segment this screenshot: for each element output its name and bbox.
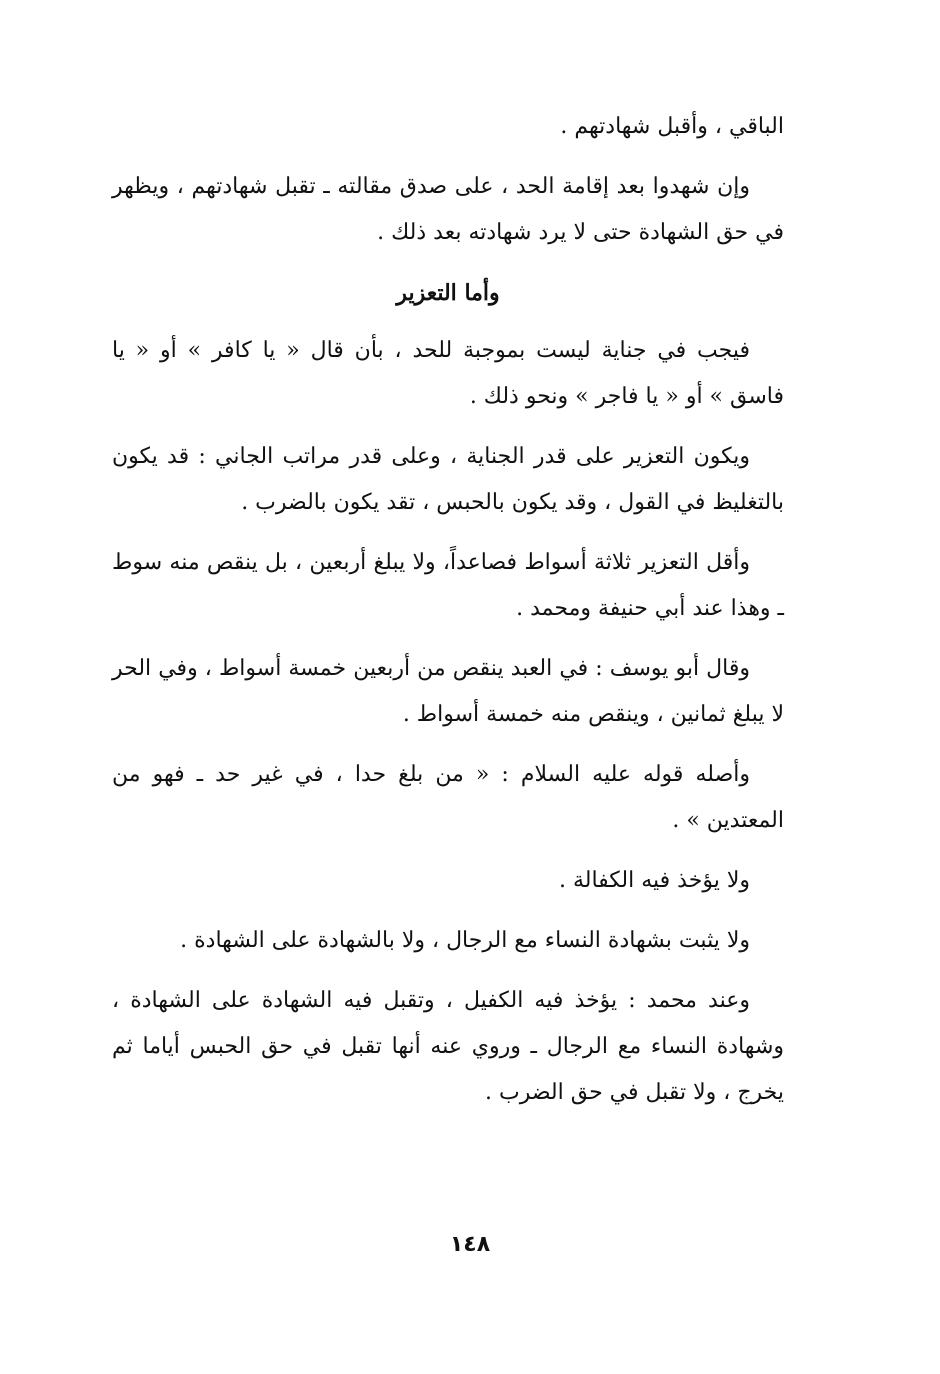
paragraph-9: ولا يثبت بشهادة النساء مع الرجال ، ولا بالشهادة على الشهادة .	[180, 928, 750, 953]
section-heading: وأما التعزير	[396, 280, 500, 306]
paragraph-4: ويكون التعزير على قدر الجناية ، وعلى قدر مراتب الجاني : قد يكون بالتغليظ في القول ، وقد يكون بالحبس ، تقد يكون بالضرب .	[112, 444, 784, 515]
document-body	[112, 104, 784, 1130]
page-number: ١٤٨	[449, 1232, 491, 1257]
paragraph-2: وإن شهدوا بعد إقامة الحد ، على صدق مقالته ـ تقبل شهادتهم ، ويظهر في حق الشهادة حتى لا يرد شهادته بعد ذلك .	[112, 174, 784, 245]
paragraph-5: وأقل التعزير ثلاثة أسواط فصاعداً، ولا يبلغ أربعين ، بل ينقص منه سوط ـ وهذا عند أبي حنيفة ومحمد .	[112, 550, 784, 621]
paragraph-6: وقال أبو يوسف : في العبد ينقص من أربعين خمسة أسواط ، وفي الحر لا يبلغ ثمانين ، وينقص منه خمسة أسواط .	[112, 656, 784, 727]
paragraph-3: فيجب في جناية ليست بموجبة للحد ، بأن قال « يا كافر » أو « يا فاسق » أو « يا فاجر » ونحو ذلك .	[112, 338, 784, 409]
paragraph-1: الباقي ، وأقبل شهادتهم .	[560, 114, 784, 139]
paragraph-7: وأصله قوله عليه السلام : « من بلغ حدا ، في غير حد ـ فهو من المعتدين » .	[112, 762, 784, 833]
paragraph-8: ولا يؤخذ فيه الكفالة .	[558, 868, 750, 893]
paragraph-10: وعند محمد : يؤخذ فيه الكفيل ، وتقبل فيه الشهادة على الشهادة ، وشهادة النساء مع الرجال ـ وروي عنه أنها تقبل في حق الحبس أياما ثم يخرج ، ولا تقبل في حق الضرب .	[112, 988, 784, 1105]
